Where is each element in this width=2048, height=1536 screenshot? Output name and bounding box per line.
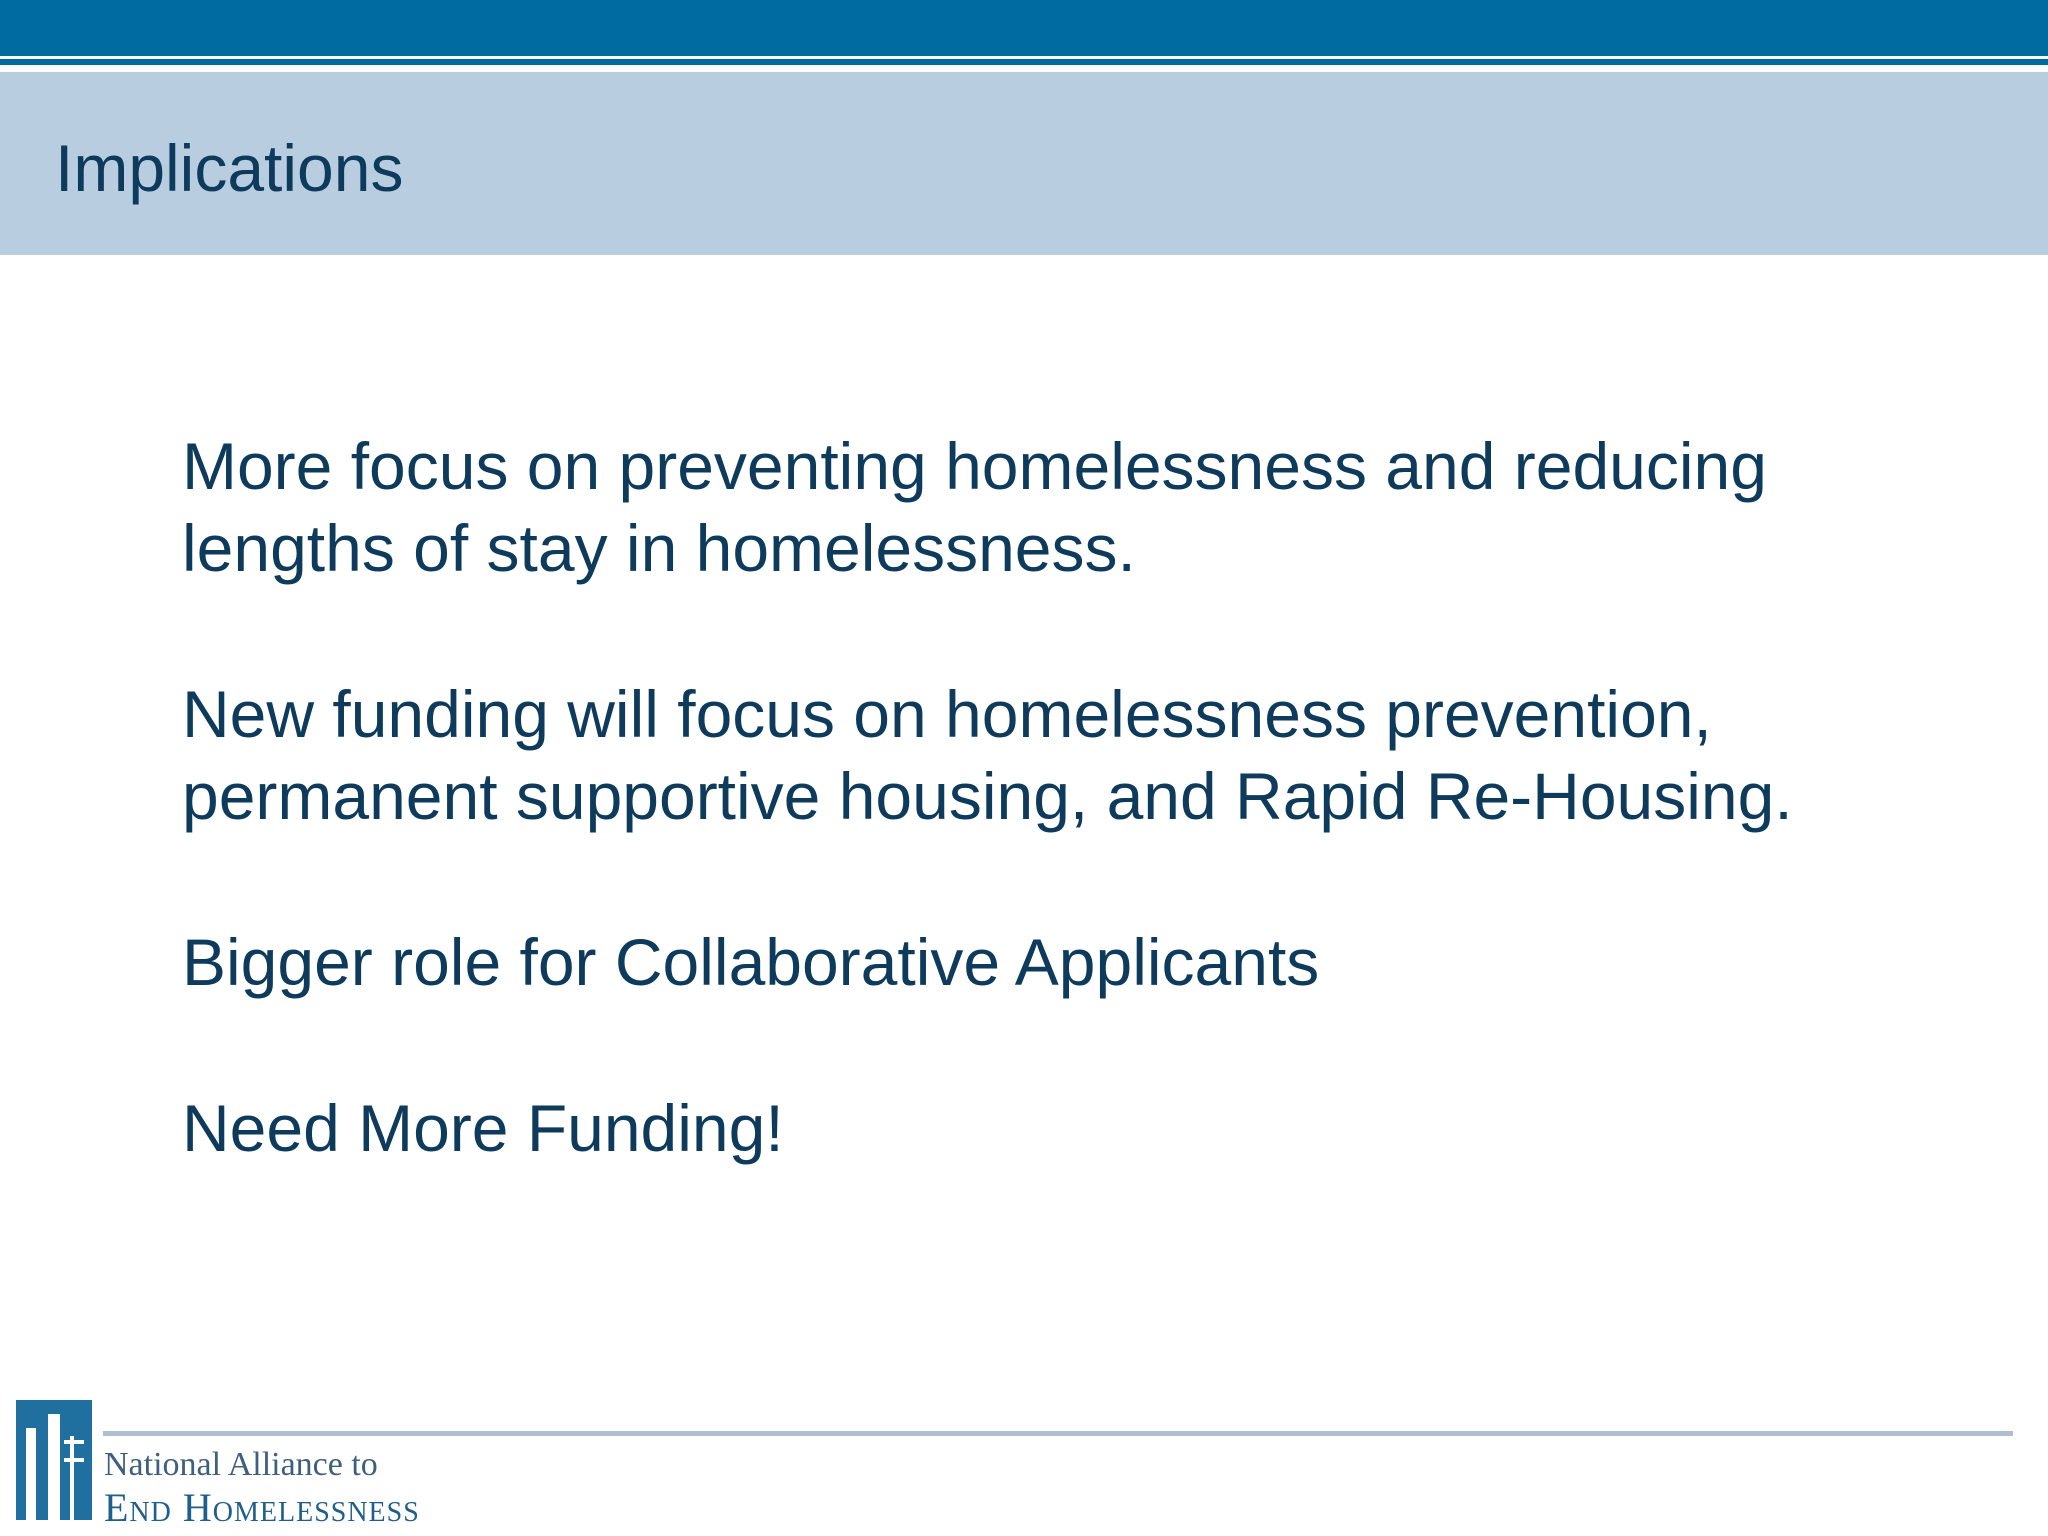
slide-title: Implications <box>55 131 404 205</box>
footer-rule <box>103 1431 2013 1436</box>
bullet-item: New funding will focus on homelessness prevention, permanent supportive housing, and Rapid Re-Housing. <box>182 677 1793 833</box>
logo-text-line2: End Homelessness <box>104 1485 420 1530</box>
header-top-band <box>0 0 2048 56</box>
bullet-item: Bigger role for Collaborative Applicants <box>182 925 1320 999</box>
bullet-item: Need More Funding! <box>182 1091 784 1165</box>
bullet-item: More focus on preventing homelessness and reducing lengths of stay in homelessness. <box>182 429 1767 585</box>
building-logo-icon <box>14 1400 94 1520</box>
header-rule <box>0 59 2048 65</box>
logo-text-line1: National Alliance to <box>104 1446 378 1483</box>
